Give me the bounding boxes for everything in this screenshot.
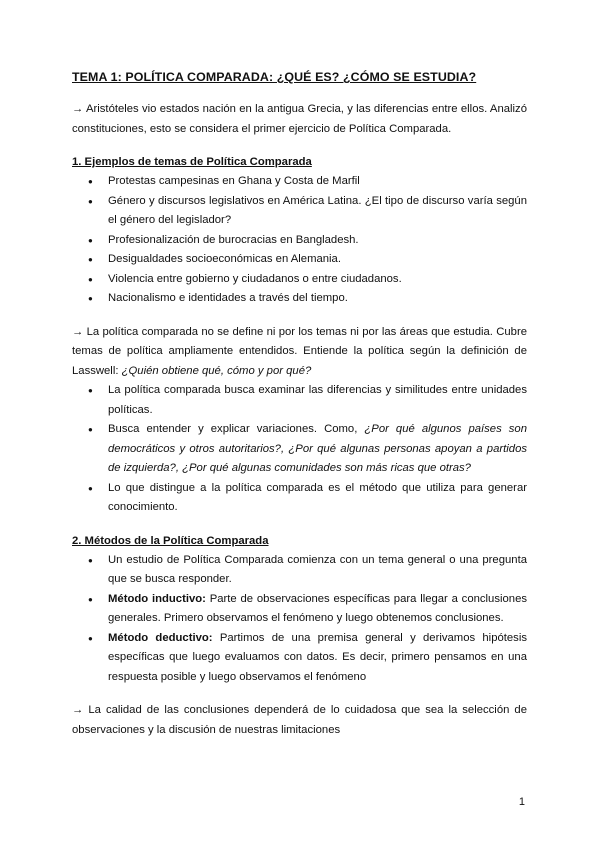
list-item-text: Busca entender y explicar variaciones. Como, [108,423,365,435]
list-item: ● Desigualdades socioeconómicas en Alemania. [72,250,527,270]
list-item [72,629,527,688]
list-item: ● Profesionalización de burocracias en Bangladesh. [72,231,527,251]
inductive-method-label: Método inductivo: [108,592,206,605]
lasswell-text: → La política comparada no se define ni por los temas ni por las áreas que estudia. Cubre temas de política ampliamente entendidos. Entiende la política según la definición de Lasswell: [72,325,527,377]
list-item [72,420,527,479]
lasswell-definition: ¿Quién obtiene qué, cómo y por qué? [121,364,312,377]
list-item: ● Protestas campesinas en Ghana y Costa de Marfil [72,172,527,192]
deductive-method-label: Método deductivo: [108,631,213,644]
comparative-politics-list [72,381,527,518]
list-item: ● Violencia entre gobierno y ciudadanos o entre ciudadanos. [72,270,527,290]
section-1-list [72,172,527,309]
page-title: TEMA 1: POLÍTICA COMPARADA: ¿QUÉ ES? ¿CÓMO SE ESTUDIA? [72,70,477,84]
inductive-method-text: Parte de observaciones específicas para llegar a conclusiones generales. Primero observamos el fenómeno y luego obtenemos conclusiones. [108,592,527,624]
conclusion-paragraph: → La calidad de las conclusiones dependerá de lo cuidadosa que sea la selección de observaciones y la discusión de nuestras limitaciones [72,704,527,736]
section-2-heading: 2. Métodos de la Política Comparada [72,534,269,547]
list-item: ● Lo que distingue a la política comparada es el método que utiliza para generar conocimiento. [72,479,527,518]
list-item: ● Nacionalismo e identidades a través del tiempo. [72,289,527,309]
list-item: ● Un estudio de Política Comparada comienza con un tema general o una pregunta que se busca responder. [72,551,527,590]
lasswell-paragraph [72,323,527,382]
list-item: ● La política comparada busca examinar las diferencias y similitudes entre unidades políticas. [72,381,527,420]
intro-paragraph: → Aristóteles vio estados nación en la antigua Grecia, y las diferencias entre ellos. Analizó constituciones, esto se considera el primer ejercicio de Política Comparada. [72,103,527,135]
list-item: ● Género y discursos legislativos en América Latina. ¿El tipo de discurso varía según el género del legislador? [72,192,527,231]
section-2-list [72,551,527,688]
page-number: 1 [518,796,525,808]
list-item [72,590,527,629]
list-item-examples: ¿Por qué algunos países son democráticos y otros autoritarios?, ¿Por qué algunas personas apoyan a partidos de izquierda?, ¿Por qué algunas comunidades son más ricas que otras? [108,423,527,474]
document-page [72,70,527,740]
section-1-heading: 1. Ejemplos de temas de Política Comparada [72,156,312,168]
deductive-method-text: Partimos de una premisa general y derivamos hipótesis específicas que luego evaluamos con datos. Es decir, primero pensamos en una respuesta posible y luego observamos el fenómeno [108,631,527,683]
